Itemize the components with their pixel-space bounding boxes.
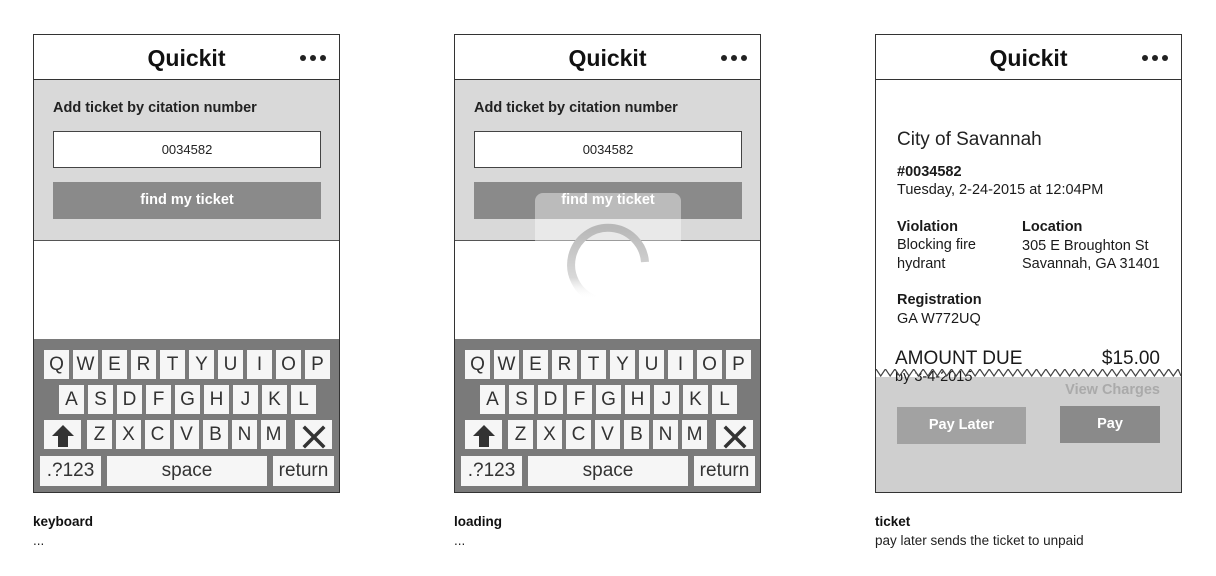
key-s[interactable]: S <box>509 385 534 414</box>
city-name: City of Savannah <box>897 129 1042 150</box>
violation-label: Violation <box>897 219 958 235</box>
numbers-key[interactable]: .?123 <box>40 456 101 486</box>
key-q[interactable]: Q <box>465 350 490 379</box>
key-n[interactable]: N <box>653 420 678 449</box>
citation-number-input[interactable] <box>474 131 742 168</box>
key-o[interactable]: O <box>697 350 722 379</box>
key-y[interactable]: Y <box>610 350 635 379</box>
app-title: Quickit <box>568 45 647 71</box>
app-title: Quickit <box>147 45 226 71</box>
form-label: Add ticket by citation number <box>474 100 678 116</box>
key-l[interactable]: L <box>712 385 737 414</box>
key-g[interactable]: G <box>596 385 621 414</box>
key-r[interactable]: R <box>131 350 156 379</box>
caption-note-ticket: pay later sends the ticket to unpaid <box>875 533 1084 548</box>
more-options-icon[interactable] <box>1142 55 1168 61</box>
key-u[interactable]: U <box>218 350 243 379</box>
key-b[interactable]: B <box>203 420 228 449</box>
app-title: Quickit <box>989 45 1068 71</box>
delete-key[interactable] <box>295 420 332 449</box>
key-e[interactable]: E <box>102 350 127 379</box>
view-charges-link[interactable]: View Charges <box>1065 382 1160 398</box>
key-w[interactable]: W <box>73 350 98 379</box>
app-header <box>34 35 339 80</box>
app-header <box>455 35 760 80</box>
key-j[interactable]: J <box>654 385 679 414</box>
key-u[interactable]: U <box>639 350 664 379</box>
violation-line: Blocking fire <box>897 237 976 253</box>
citation-number-input[interactable] <box>53 131 321 168</box>
key-k[interactable]: K <box>262 385 287 414</box>
key-c[interactable]: C <box>566 420 591 449</box>
location-label: Location <box>1022 219 1083 235</box>
key-a[interactable]: A <box>480 385 505 414</box>
violation-line: hydrant <box>897 256 946 272</box>
citation-form <box>34 80 339 241</box>
find-my-ticket-button[interactable]: find my ticket <box>474 182 742 219</box>
form-label: Add ticket by citation number <box>53 100 257 116</box>
on-screen-keyboard <box>455 339 760 493</box>
key-y[interactable]: Y <box>189 350 214 379</box>
return-key[interactable]: return <box>273 456 334 486</box>
key-h[interactable]: H <box>625 385 650 414</box>
key-b[interactable]: B <box>624 420 649 449</box>
loading-spinner-icon <box>561 218 655 312</box>
key-r[interactable]: R <box>552 350 577 379</box>
key-a[interactable]: A <box>59 385 84 414</box>
space-key[interactable]: space <box>528 456 688 486</box>
numbers-key[interactable]: .?123 <box>461 456 522 486</box>
ticket-screen <box>875 34 1182 493</box>
key-c[interactable]: C <box>145 420 170 449</box>
key-f[interactable]: F <box>146 385 171 414</box>
amount-due-label: AMOUNT DUE <box>895 348 1023 369</box>
key-d[interactable]: D <box>117 385 142 414</box>
ticket-datetime: Tuesday, 2-24-2015 at 12:04PM <box>897 182 1104 198</box>
key-p[interactable]: P <box>305 350 330 379</box>
amount-due-value: $15.00 <box>1101 348 1160 369</box>
key-o[interactable]: O <box>276 350 301 379</box>
more-options-icon[interactable] <box>721 55 747 61</box>
key-k[interactable]: K <box>683 385 708 414</box>
caption-title-keyboard: keyboard <box>33 514 94 529</box>
registration-value: GA W772UQ <box>897 311 981 327</box>
key-e[interactable]: E <box>523 350 548 379</box>
app-header <box>876 35 1181 80</box>
key-x[interactable]: X <box>537 420 562 449</box>
key-p[interactable]: P <box>726 350 751 379</box>
key-i[interactable]: I <box>668 350 693 379</box>
delete-key[interactable] <box>716 420 753 449</box>
key-q[interactable]: Q <box>44 350 69 379</box>
up-arrow-icon <box>471 423 497 449</box>
location-line: 305 E Broughton St <box>1022 238 1149 254</box>
find-my-ticket-button[interactable]: find my ticket <box>53 182 321 219</box>
caption-title-ticket: ticket <box>875 514 911 529</box>
key-t[interactable]: T <box>160 350 185 379</box>
caption-title-loading: loading <box>454 514 502 529</box>
key-w[interactable]: W <box>494 350 519 379</box>
key-m[interactable]: M <box>261 420 286 449</box>
ticket-details-card <box>876 80 1181 398</box>
up-arrow-icon <box>50 423 76 449</box>
key-s[interactable]: S <box>88 385 113 414</box>
key-f[interactable]: F <box>567 385 592 414</box>
key-z[interactable]: Z <box>87 420 112 449</box>
key-n[interactable]: N <box>232 420 257 449</box>
close-icon <box>723 425 747 449</box>
keyboard-screen <box>33 34 340 493</box>
caption-note-keyboard: ... <box>33 533 45 548</box>
key-i[interactable]: I <box>247 350 272 379</box>
citation-number: #0034582 <box>897 164 962 180</box>
pay-later-button[interactable]: Pay Later <box>897 407 1026 444</box>
key-l[interactable]: L <box>291 385 316 414</box>
key-m[interactable]: M <box>682 420 707 449</box>
shift-key[interactable] <box>44 420 81 449</box>
key-v[interactable]: V <box>174 420 199 449</box>
more-options-icon[interactable] <box>300 55 326 61</box>
key-d[interactable]: D <box>538 385 563 414</box>
return-key[interactable]: return <box>694 456 755 486</box>
key-v[interactable]: V <box>595 420 620 449</box>
shift-key[interactable] <box>465 420 502 449</box>
key-g[interactable]: G <box>175 385 200 414</box>
due-date: by 3-4-2015 <box>895 369 973 385</box>
loading-screen <box>454 34 761 493</box>
registration-label: Registration <box>897 292 982 308</box>
torn-edge <box>876 369 1181 385</box>
key-h[interactable]: H <box>204 385 229 414</box>
location-line: Savannah, GA 31401 <box>1022 256 1160 272</box>
on-screen-keyboard <box>34 339 339 493</box>
key-j[interactable]: J <box>233 385 258 414</box>
pay-button[interactable]: Pay <box>1060 406 1160 443</box>
key-z[interactable]: Z <box>508 420 533 449</box>
space-key[interactable]: space <box>107 456 267 486</box>
key-t[interactable]: T <box>581 350 606 379</box>
close-icon <box>302 425 326 449</box>
caption-note-loading: ... <box>454 533 466 548</box>
key-x[interactable]: X <box>116 420 141 449</box>
